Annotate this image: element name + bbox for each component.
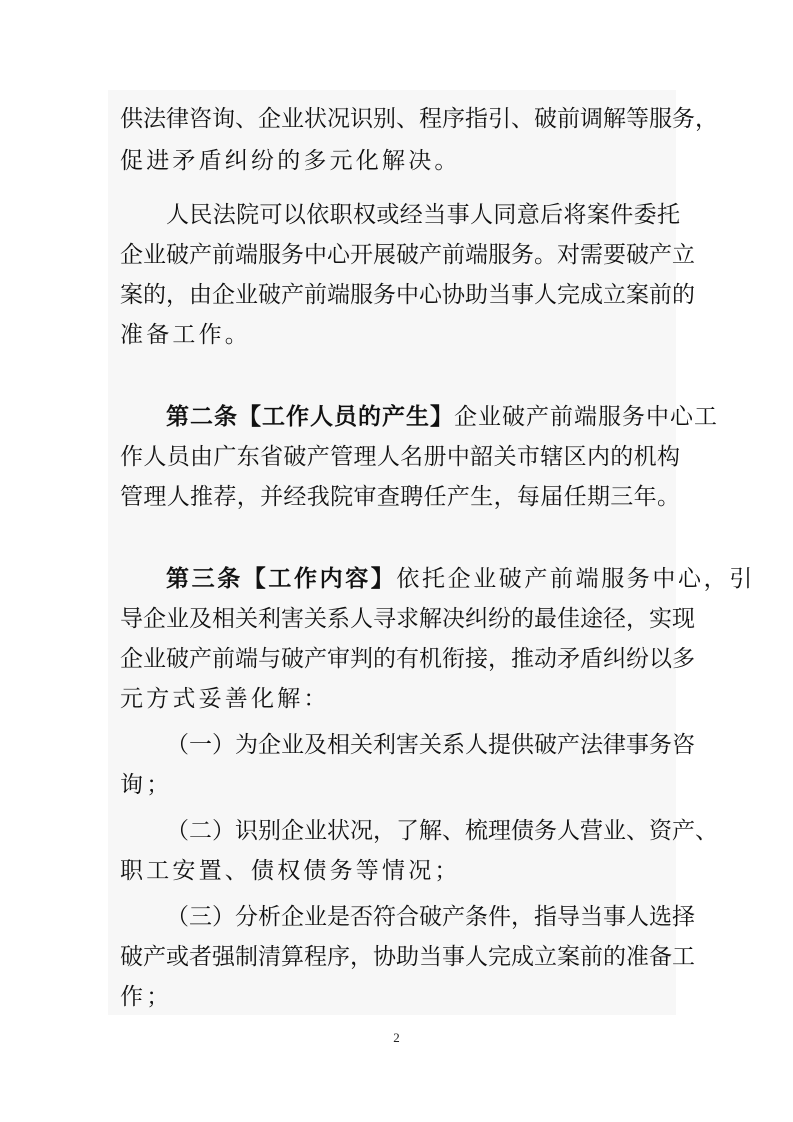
- text-line: 企业破产前端与破产审判的有机衔接，推动矛盾纠纷以多: [120, 646, 695, 672]
- article-3-heading: 第三条【工作内容】: [166, 566, 397, 592]
- text-line: 破产或者强制清算程序，协助当事人完成立案前的准备工: [120, 944, 695, 970]
- text-line: 元方式妥善化解：: [120, 686, 330, 712]
- text-line: 促进矛盾纠纷的多元化解决。: [120, 148, 461, 174]
- text-line: 企业破产前端服务中心开展破产前端服务。对需要破产立: [120, 242, 695, 268]
- text-line: 导企业及相关利害关系人寻求解决纠纷的最佳途径，实现: [120, 606, 695, 632]
- text-line: 作人员由广东省破产管理人名册中韶关市辖区内的机构: [120, 444, 680, 470]
- article-3-first-line: [166, 563, 755, 595]
- article-3-text: 依托企业破产前端服务中心，引: [396, 566, 755, 592]
- text-line: 供法律咨询、企业状况识别、程序指引、破前调解等服务，: [120, 106, 718, 132]
- text-line: 人民法院可以依职权或经当事人同意后将案件委托: [166, 202, 680, 228]
- text-line: 作；: [120, 984, 173, 1010]
- text-line: 管理人推荐，并经我院审查聘任产生，每届任期三年。: [120, 484, 680, 510]
- text-line: 案的，由企业破产前端服务中心协助当事人完成立案前的: [120, 282, 695, 308]
- article-2-first-line: [166, 401, 718, 433]
- article-2-text: 企业破产前端服务中心工: [454, 404, 718, 430]
- text-line: （三）分析企业是否符合破产条件，指导当事人选择: [166, 904, 695, 930]
- article-2-heading: 第二条【工作人员的产生】: [166, 404, 454, 430]
- text-line: 职工安置、债权债务等情况；: [120, 858, 461, 884]
- text-line: 询；: [120, 772, 173, 798]
- text-line: （二）识别企业状况，了解、梳理债务人营业、资产、: [166, 818, 718, 844]
- text-line: 准备工作。: [120, 322, 251, 348]
- page-number: 2: [393, 1030, 400, 1045]
- text-line: （一）为企业及相关利害关系人提供破产法律事务咨: [166, 732, 695, 758]
